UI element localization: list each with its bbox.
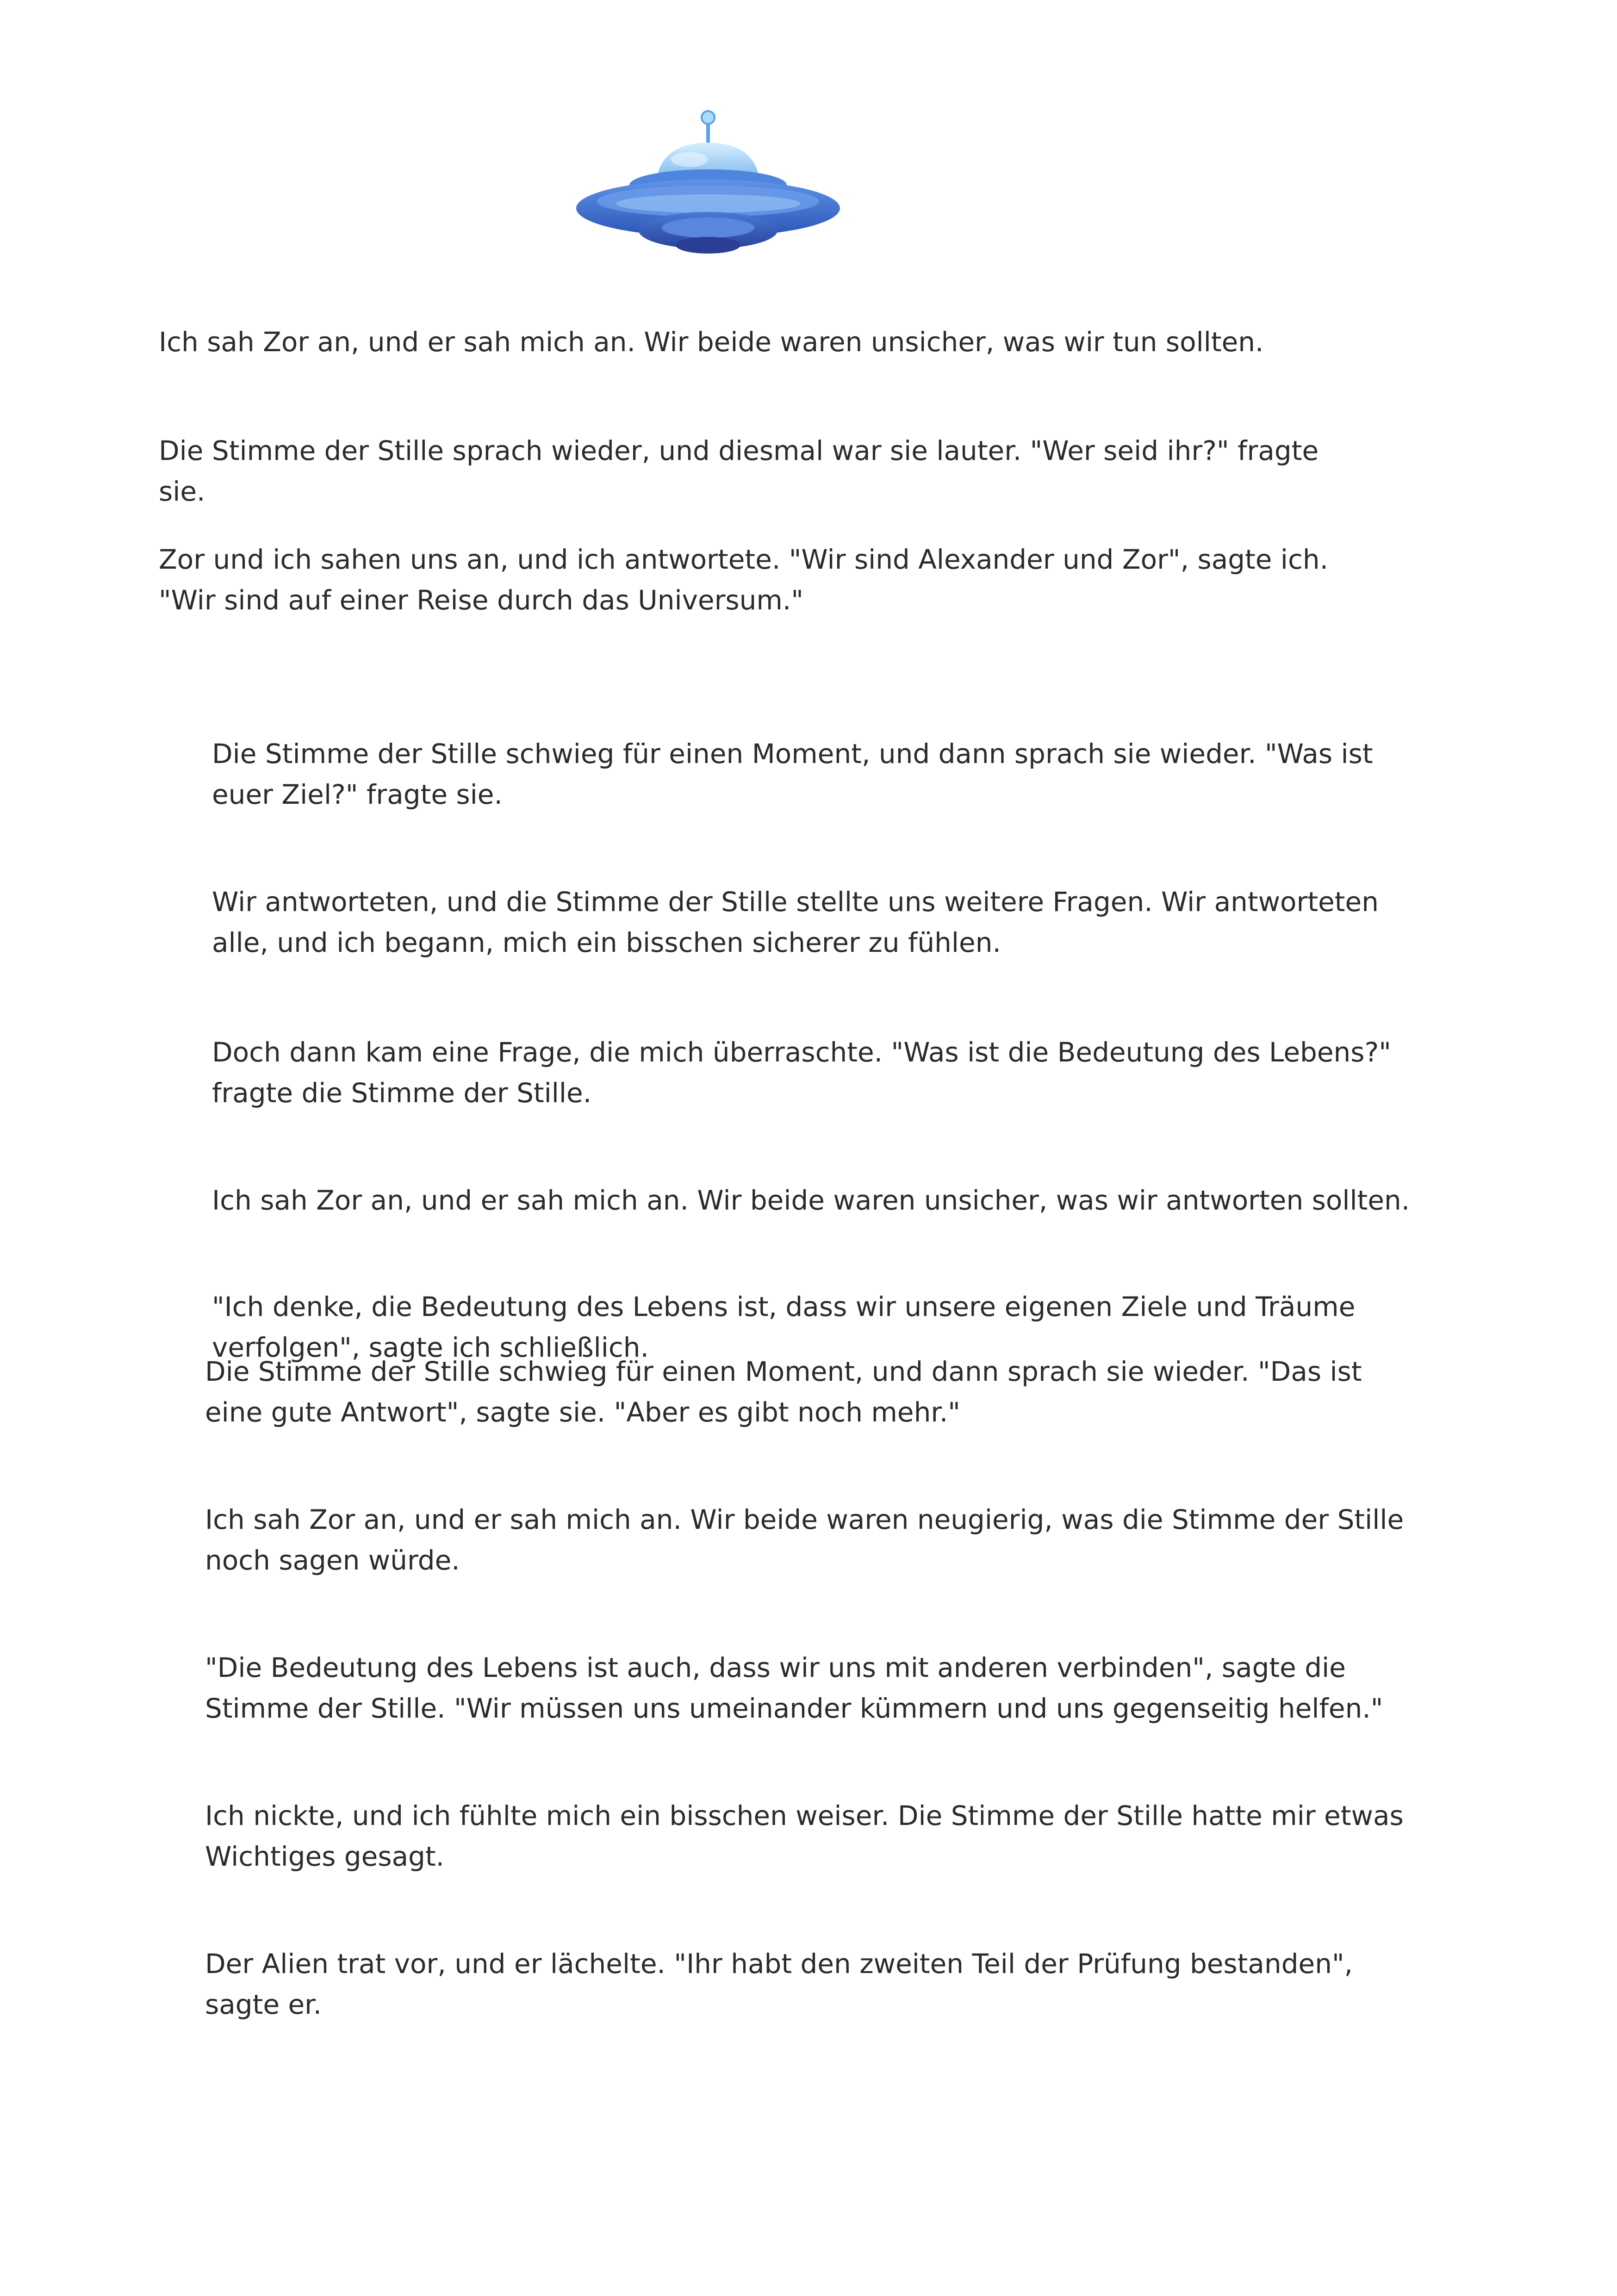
paragraph-2: Die Stimme der Stille sprach wieder, und diesmal war sie lauter. "Wer seid ihr?" fragte sie. <box>159 435 1319 507</box>
paragraph-6: Doch dann kam eine Frage, die mich überraschte. "Was ist die Bedeutung des Lebens?" fragte die Stimme der Stille. <box>212 1036 1391 1109</box>
paragraph-8: "Ich denke, die Bedeutung des Lebens ist, dass wir unsere eigenen Ziele und Träume verfolgen", sagte ich schließlich. <box>212 1291 1356 1363</box>
paragraph-5: Wir antworteten, und die Stimme der Stille stellte uns weitere Fragen. Wir antworteten alle, und ich begann, mich ein bisschen sicherer zu fühlen. <box>212 886 1379 958</box>
paragraph-13: Der Alien trat vor, und er lächelte. "Ihr habt den zweiten Teil der Prüfung bestanden", sagte er. <box>205 1948 1353 2020</box>
ufo-icon <box>574 106 842 259</box>
paragraph-1: Ich sah Zor an, und er sah mich an. Wir beide waren unsicher, was wir tun sollten. <box>159 326 1264 358</box>
paragraph-3: Zor und ich sahen uns an, und ich antwortete. "Wir sind Alexander und Zor", sagte ich. "Wir sind auf einer Reise durch das Universum." <box>159 544 1329 616</box>
paragraph-4: Die Stimme der Stille schwieg für einen Moment, und dann sprach sie wieder. "Was ist euer Ziel?" fragte sie. <box>212 738 1373 810</box>
paragraph-12: Ich nickte, und ich fühlte mich ein bisschen weiser. Die Stimme der Stille hatte mir etwas Wichtiges gesagt. <box>205 1800 1404 1872</box>
paragraph-11: "Die Bedeutung des Lebens ist auch, dass wir uns mit anderen verbinden", sagte die Stimme der Stille. "Wir müssen uns umeinander kümmern und uns gegenseitig helfen." <box>205 1652 1383 1724</box>
paragraph-9: Die Stimme der Stille schwieg für einen Moment, und dann sprach sie wieder. "Das ist eine gute Antwort", sagte sie. "Aber es gibt noch mehr." <box>205 1356 1362 1428</box>
paragraph-7: Ich sah Zor an, und er sah mich an. Wir beide waren unsicher, was wir antworten sollten. <box>212 1185 1410 1216</box>
paragraph-10: Ich sah Zor an, und er sah mich an. Wir beide waren neugierig, was die Stimme der Stille noch sagen würde. <box>205 1504 1404 1576</box>
